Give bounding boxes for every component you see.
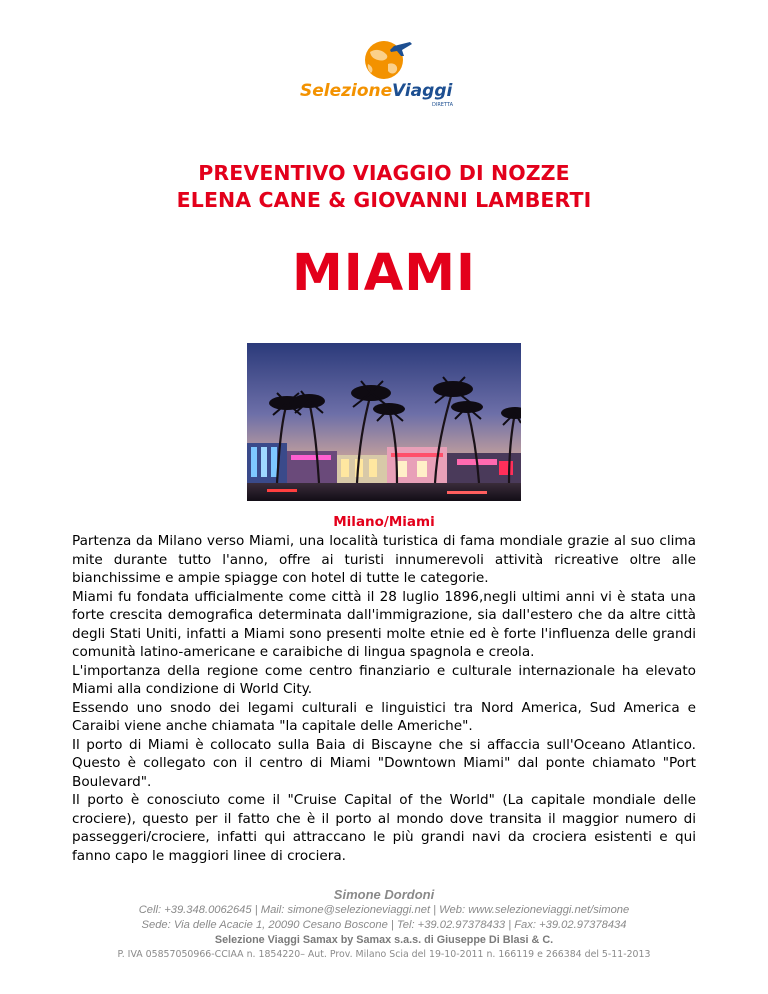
company-name: Selezione Viaggi Samax by Samax s.a.s. di Giuseppe Di Blasi & C. xyxy=(214,934,554,946)
company-logo xyxy=(298,38,470,112)
agent-contacts: Cell: +39.348.0062645 | Mail: simone@selezioneviaggi.net | Web: www.selezioneviaggi.net/simone xyxy=(138,904,630,916)
paragraph-capital-americas: Essendo uno snodo dei legami culturali e linguistici tra Nord America, Sud America e Caraibi viene anche chiamata "la capitale delle Americhe". xyxy=(72,699,696,734)
agent-name: Simone Dordoni xyxy=(333,887,435,902)
paragraph-history: Miami fu fondata ufficialmente come città il 28 luglio 1896,negli ultimi anni vi è stata una forte crescita demografica determinata dall'immigrazione, sia dall'estero che da altre città degli Stati Uniti, infatti a Miami sono presenti molte etnie ed è forte l'influenza delle grandi comunità latino-americane e caraibiche di lingua spagnola e creola. xyxy=(72,588,696,660)
footer xyxy=(0,886,768,962)
destination-title: MIAMI xyxy=(292,244,476,303)
legal-info: P. IVA 05857050966-CCIAA n. 1854220– Aut. Prov. Milano Scia del 19-10-2011 n. 166119 e 266384 del 5-11-2013 xyxy=(117,949,651,960)
miami-photo xyxy=(247,343,521,501)
paragraph-world-city: L'importanza della regione come centro finanziario e culturale internazionale ha elevato Miami alla condizione di World City. xyxy=(72,662,696,697)
couple-names: ELENA CANE & GIOVANNI LAMBERTI xyxy=(176,188,592,212)
logo-tagline: DIRETTA xyxy=(432,102,454,108)
paragraph-cruise: Il porto è conosciuto come il "Cruise Capital of the World" (La capitale mondiale delle crociere), questo per il fatto che è il porto al mondo dove transita il maggior numero di passeggeri/crociere, infatti qui attraccano le più grandi navi da crociera esistenti e qui fanno capo le maggiori linee di crociera. xyxy=(72,792,696,864)
logo-brand-part2: Viaggi xyxy=(392,81,453,101)
paragraph-port: Il porto di Miami è collocato sulla Baia di Biscayne che si affaccia sull'Oceano Atlantico. Questo è collegato con il centro di Miami "Downtown Miami" dal ponte chiamato "Port Boulevard". xyxy=(72,736,696,790)
office-address: Sede: Via delle Acacie 1, 20090 Cesano Boscone | Tel: +39.02.97378433 | Fax: +39.02.97378434 xyxy=(141,919,627,931)
logo-brand-part1: Selezione xyxy=(300,81,393,101)
route-heading: Milano/Miami xyxy=(333,514,435,530)
quote-title: PREVENTIVO VIAGGIO DI NOZZE xyxy=(198,161,570,185)
description-text xyxy=(72,532,696,865)
paragraph-intro: Partenza da Milano verso Miami, una località turistica di fama mondiale grazie al suo clima mite durante tutto l'anno, offre ai turisti innumerevoli attività ricreative oltre alle bianchissime e ampie spiagge con hotel di tutte le categorie. xyxy=(72,533,696,586)
